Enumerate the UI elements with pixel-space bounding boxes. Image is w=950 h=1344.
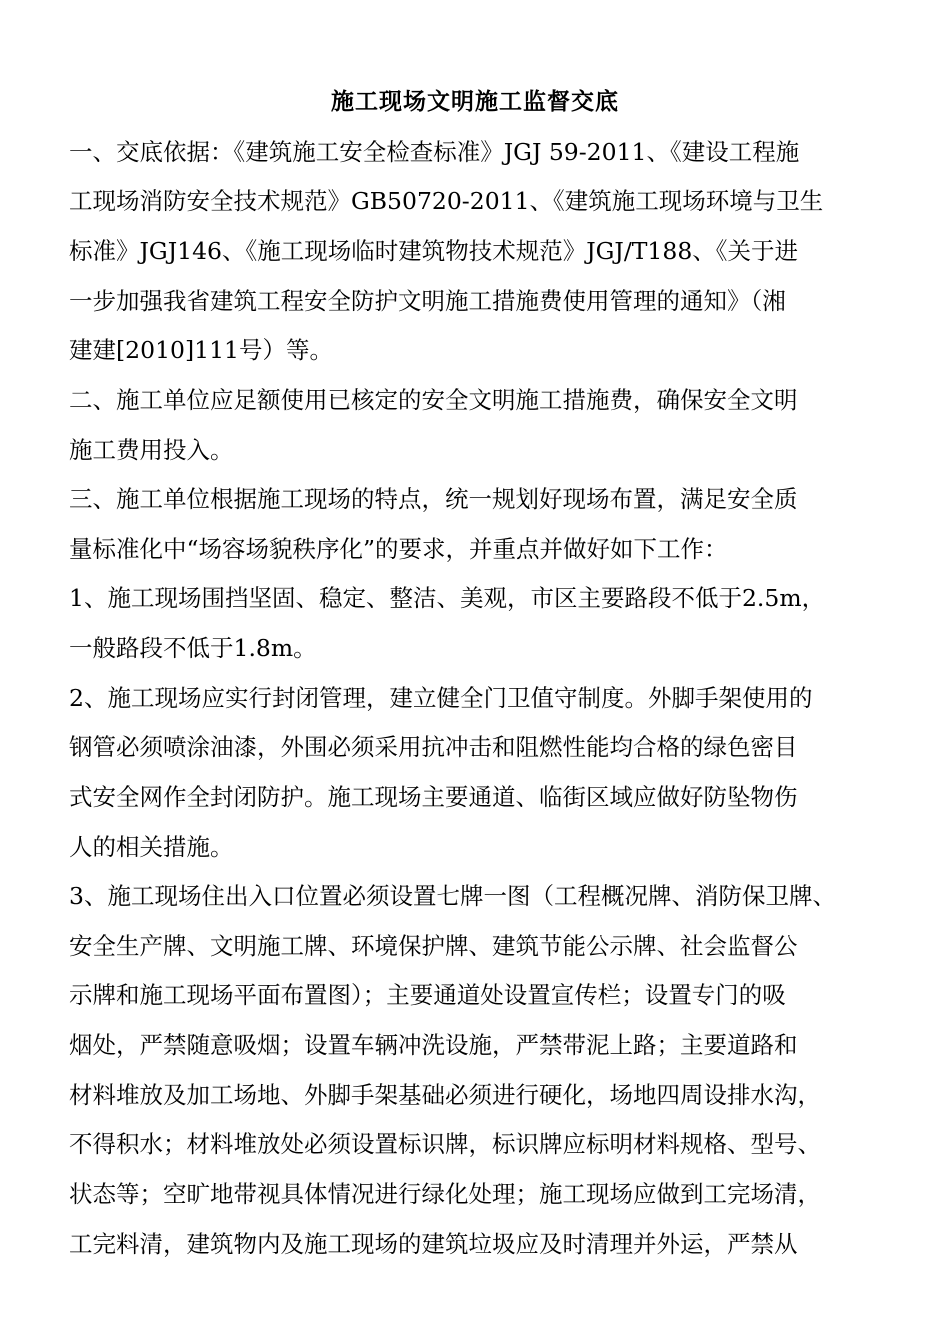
body-line: 示牌和施工现场平面布置图）；主要通道处设置宣传栏；设置专门的吸 [69,981,786,1009]
body-line: 式安全网作全封闭防护。施工现场主要通道、临街区域应做好防坠物伤 [69,783,798,811]
body-line: 三、施工单位根据施工现场的特点，统一规划好现场布置，满足安全质 [69,485,798,513]
body-line: 一般路段不低于1.8m。 [69,634,317,662]
body-line: 一步加强我省建筑工程安全防护文明施工措施费使用管理的通知》（湘 [69,287,786,315]
body-line: 工现场消防安全技术规范》GB50720-2011、《建筑施工现场环境与卫生 [69,187,824,215]
body-line: 量标准化中“场容场貌秩序化”的要求，并重点并做好如下工作： [69,535,728,563]
body-line: 1、施工现场围挡坚固、稳定、整洁、美观，市区主要路段不低于2.5m， [69,584,826,612]
body-line: 建建[2010]111号）等。 [69,336,333,364]
body-line: 标准》JGJ146、《施工现场临时建筑物技术规范》JGJ/T188、《关于进 [69,237,799,265]
body-line: 安全生产牌、文明施工牌、环境保护牌、建筑节能公示牌、社会监督公 [69,932,798,960]
body-line: 工完料清，建筑物内及施工现场的建筑垃圾应及时清理并外运，严禁从 [69,1230,798,1258]
document-title: 施工现场文明施工监督交底 [331,89,619,115]
body-line: 施工费用投入。 [69,436,234,464]
body-line: 人的相关措施。 [69,833,234,861]
body-line: 二、施工单位应足额使用已核定的安全文明施工措施费，确保安全文明 [69,386,798,414]
body-line: 烟处，严禁随意吸烟；设置车辆冲洗设施，严禁带泥上路；主要道路和 [69,1031,798,1059]
body-line: 2、施工现场应实行封闭管理，建立健全门卫值守制度。外脚手架使用的 [69,684,813,712]
body-line: 不得积水；材料堆放处必须设置标识牌，标识牌应标明材料规格、型号、 [69,1130,821,1158]
body-line: 一、交底依据：《建筑施工安全检查标准》JGJ 59-2011、《建设工程施 [69,138,800,166]
body-line: 3、施工现场住出入口位置必须设置七牌一图（工程概况牌、消防保卫牌、 [69,882,836,910]
body-line: 材料堆放及加工场地、外脚手架基础必须进行硬化，场地四周设排水沟， [69,1081,821,1109]
body-line: 钢管必须喷涂油漆，外围必须采用抗冲击和阻燃性能均合格的绿色密目 [69,733,798,761]
body-line: 状态等；空旷地带视具体情况进行绿化处理；施工现场应做到工完场清， [69,1180,821,1208]
